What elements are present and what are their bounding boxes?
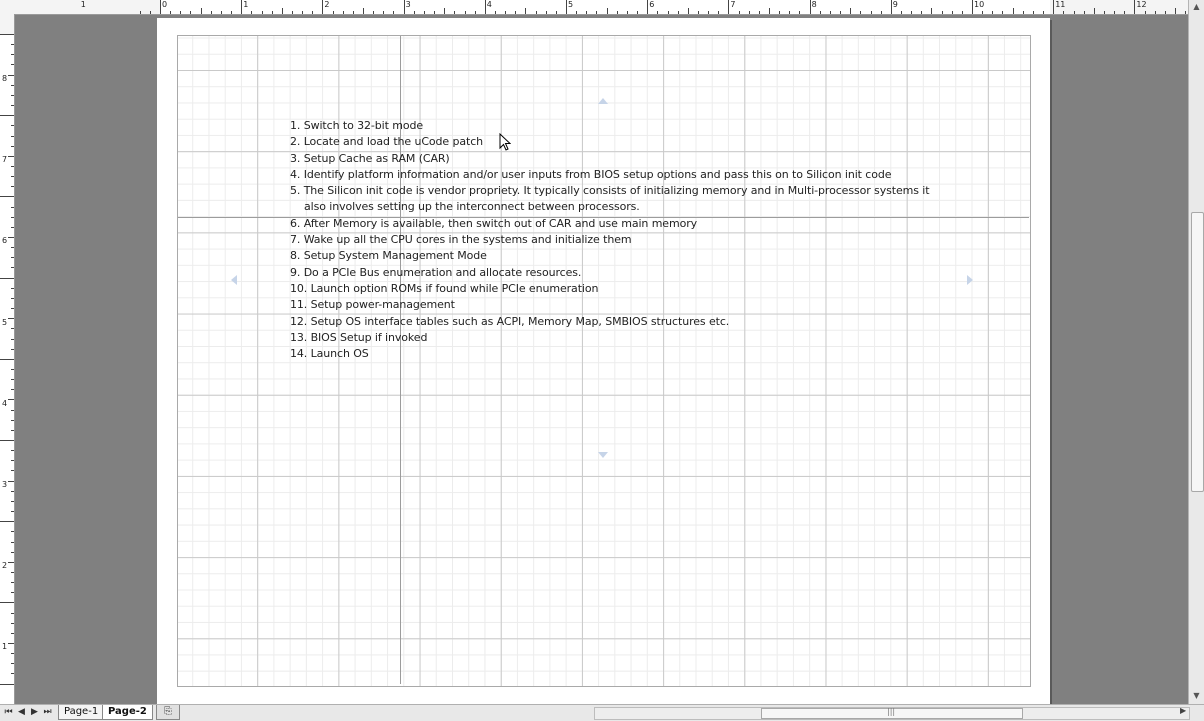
ruler-page-region xyxy=(160,0,1050,14)
next-page-icon[interactable]: ▶ xyxy=(31,707,38,717)
ruler-tick xyxy=(840,11,841,14)
ruler-tick xyxy=(749,11,750,14)
ruler-tick xyxy=(576,11,577,14)
ruler-tick xyxy=(607,8,608,14)
ruler-tick xyxy=(241,0,242,14)
ruler-label: 6 xyxy=(2,236,8,246)
ruler-tick xyxy=(769,8,770,14)
ruler-tick xyxy=(0,115,14,116)
ruler-tick xyxy=(728,0,729,14)
ruler-tick xyxy=(11,572,14,573)
list-item: 6. After Memory is available, then switch out of CAR and use main memory xyxy=(290,216,698,230)
ruler-tick xyxy=(292,11,293,14)
ruler-tick xyxy=(668,11,669,14)
ruler-tick xyxy=(860,11,861,14)
ruler-tick xyxy=(881,11,882,14)
ruler-tick xyxy=(312,11,313,14)
prev-page-icon[interactable]: ◀ xyxy=(18,707,25,717)
ruler-tick xyxy=(495,11,496,14)
ruler-tick xyxy=(525,8,526,14)
list-item: 5. The Silicon init code is vendor propriety. It typically consists of initializing memory and in Multi-processor systems it xyxy=(290,184,930,198)
ruler-tick xyxy=(1155,11,1156,14)
ruler-tick xyxy=(11,582,14,583)
ruler-tick xyxy=(11,430,14,431)
ruler-tick xyxy=(962,11,963,14)
list-item: 4. Identify platform information and/or user inputs from BIOS setup options and pass this on to Silicon init code xyxy=(290,167,892,181)
ruler-tick xyxy=(11,267,14,268)
ruler-tick xyxy=(11,44,14,45)
ruler-tick xyxy=(942,11,943,14)
ruler-tick xyxy=(272,11,273,14)
ruler-tick xyxy=(11,369,14,370)
ruler-label: 4 xyxy=(486,0,492,9)
ruler-label: 5 xyxy=(568,0,574,9)
ruler-tick xyxy=(11,85,14,86)
ruler-tick xyxy=(810,0,811,14)
ruler-tick xyxy=(0,359,14,360)
ruler-tick xyxy=(8,318,14,319)
horizontal-scrollbar[interactable] xyxy=(594,707,1190,720)
scroll-down-icon[interactable]: ▼ xyxy=(1193,691,1200,700)
scroll-grip-icon: ||| xyxy=(887,707,896,716)
ruler-tick xyxy=(221,11,222,14)
ruler-tick xyxy=(150,11,151,14)
ruler-tick xyxy=(1063,11,1064,14)
ruler-tick xyxy=(11,328,14,329)
ruler-tick xyxy=(11,470,14,471)
ruler-tick xyxy=(820,11,821,14)
ruler-tick xyxy=(322,0,323,14)
list-item: 12. Setup OS interface tables such as ACPI, Memory Map, SMBIOS structures etc. xyxy=(290,314,730,328)
ruler-tick xyxy=(485,0,486,14)
ruler-tick xyxy=(596,11,597,14)
ruler-tick xyxy=(8,562,14,563)
ruler-tick xyxy=(515,11,516,14)
ruler-tick xyxy=(11,501,14,502)
ruler-tick xyxy=(1175,8,1176,14)
ruler-tick xyxy=(1114,11,1115,14)
list-item: 14. Launch OS xyxy=(290,347,369,361)
ruler-tick xyxy=(678,11,679,14)
ruler-tick xyxy=(1094,8,1095,14)
list-item: 13. BIOS Setup if invoked xyxy=(290,330,428,344)
ruler-tick xyxy=(180,11,181,14)
vertical-ruler[interactable] xyxy=(0,14,15,704)
ruler-label: 1 xyxy=(243,0,249,9)
ruler-tick xyxy=(0,602,14,603)
ruler-tick xyxy=(11,511,14,512)
list-item: 3. Setup Cache as RAM (CAR) xyxy=(290,151,450,165)
ruler-tick xyxy=(353,11,354,14)
ruler-tick xyxy=(11,64,14,65)
ruler-tick xyxy=(11,227,14,228)
ruler-tick xyxy=(11,186,14,187)
autoconnect-left-arrow-icon[interactable] xyxy=(231,275,237,285)
ruler-tick xyxy=(566,0,567,14)
ruler-tick xyxy=(617,11,618,14)
ruler-tick xyxy=(647,0,648,14)
ruler-tick xyxy=(1053,0,1054,14)
list-item: 10. Launch option ROMs if found while PCIe enumeration xyxy=(290,281,599,295)
list-item: 8. Setup System Management Mode xyxy=(290,249,487,263)
list-item: 2. Locate and load the uCode patch xyxy=(290,135,484,149)
ruler-tick xyxy=(1084,11,1085,14)
ruler-tick xyxy=(505,11,506,14)
ruler-tick xyxy=(373,11,374,14)
ruler-tick xyxy=(921,11,922,14)
ruler-label: 3 xyxy=(405,0,411,9)
ruler-tick xyxy=(444,8,445,14)
ruler-tick xyxy=(627,11,628,14)
ruler-tick xyxy=(657,11,658,14)
ruler-tick xyxy=(11,653,14,654)
ruler-tick xyxy=(393,11,394,14)
list-item-continuation: also involves setting up the interconnect between processors. xyxy=(304,200,640,214)
ruler-tick xyxy=(190,11,191,14)
ruler-label: 3 xyxy=(2,480,8,489)
list-item: 9. Do a PCIe Bus enumeration and allocate resources. xyxy=(290,265,582,279)
ruler-tick xyxy=(901,11,902,14)
ruler-tick xyxy=(536,11,537,14)
ruler-tick xyxy=(759,11,760,14)
ruler-tick xyxy=(11,410,14,411)
ruler-tick xyxy=(11,379,14,380)
page-tab-bar xyxy=(0,704,1204,721)
ruler-tick xyxy=(11,308,14,309)
ruler-tick xyxy=(850,8,851,14)
ruler-label: 4 xyxy=(2,398,8,408)
ruler-tick xyxy=(11,125,14,126)
last-page-icon[interactable]: ⏭ xyxy=(43,707,52,717)
ruler-tick xyxy=(1074,11,1075,14)
ruler-tick xyxy=(11,176,14,177)
ruler-tick xyxy=(698,11,699,14)
ruler-tick xyxy=(383,11,384,14)
ruler-tick xyxy=(718,11,719,14)
ruler-tick xyxy=(11,420,14,421)
ruler-tick xyxy=(8,237,14,238)
ruler-tick xyxy=(11,349,14,350)
ruler-tick xyxy=(0,440,14,441)
ruler-tick xyxy=(11,54,14,55)
autoconnect-right-arrow-icon[interactable] xyxy=(967,275,973,285)
text-shape[interactable] xyxy=(290,118,950,362)
ruler-tick xyxy=(1145,11,1146,14)
ruler-tick xyxy=(972,0,973,14)
ruler-tick xyxy=(11,288,14,289)
ruler-tick xyxy=(708,11,709,14)
ruler-label: 2 xyxy=(324,0,330,9)
ruler-tick xyxy=(11,95,14,96)
scroll-up-icon[interactable]: ▲ xyxy=(1193,2,1200,11)
ruler-tick xyxy=(302,11,303,14)
ruler-label: 8 xyxy=(811,0,817,9)
ruler-tick xyxy=(1013,8,1014,14)
ruler-tick xyxy=(11,542,14,543)
ruler-tick xyxy=(140,11,141,14)
ruler-tick xyxy=(11,673,14,674)
ruler-tick xyxy=(1023,11,1024,14)
tab-page-1[interactable]: Page-1 xyxy=(58,705,104,720)
ruler-tick xyxy=(414,11,415,14)
list-item: 1. Switch to 32-bit mode xyxy=(290,119,424,132)
ruler-tick xyxy=(343,11,344,14)
ruler-tick xyxy=(262,11,263,14)
ruler-tick xyxy=(952,11,953,14)
ruler-tick xyxy=(11,663,14,664)
ruler-tick xyxy=(11,633,14,634)
ruler-tick xyxy=(1002,11,1003,14)
ruler-tick xyxy=(8,75,14,76)
ruler-tick xyxy=(8,481,14,482)
ruler-tick xyxy=(282,8,283,14)
ruler-tick xyxy=(546,11,547,14)
ruler-tick xyxy=(11,613,14,614)
ruler-tick xyxy=(11,146,14,147)
ruler-tick xyxy=(11,105,14,106)
ruler-label: 12 xyxy=(1136,0,1147,9)
ruler-tick xyxy=(160,0,161,14)
ruler-tick xyxy=(1124,11,1125,14)
ruler-tick xyxy=(170,11,171,14)
list-item: 7. Wake up all the CPU cores in the systems and initialize them xyxy=(290,233,632,247)
ruler-tick xyxy=(424,11,425,14)
ruler-tick xyxy=(11,166,14,167)
ruler-label: 10 xyxy=(974,0,985,9)
ruler-tick xyxy=(992,11,993,14)
list-item: 11. Setup power-management xyxy=(290,298,455,312)
ruler-tick xyxy=(0,196,14,197)
ruler-tick xyxy=(556,11,557,14)
ruler-tick xyxy=(11,257,14,258)
ruler-tick xyxy=(911,11,912,14)
ruler-tick xyxy=(11,491,14,492)
ruler-tick xyxy=(1043,11,1044,14)
ruler-label: 6 xyxy=(649,0,655,9)
ruler-tick xyxy=(11,136,14,137)
ruler-label: 0 xyxy=(162,0,168,9)
ruler-tick xyxy=(11,592,14,593)
ruler-label: 1 xyxy=(2,642,8,652)
ruler-tick xyxy=(11,298,14,299)
first-page-icon[interactable]: ⏮ xyxy=(4,707,13,717)
ruler-tick xyxy=(404,0,405,14)
ruler-tick xyxy=(475,11,476,14)
vertical-scroll-thumb[interactable] xyxy=(1191,212,1204,492)
ruler-tick xyxy=(11,389,14,390)
ruler-tick xyxy=(434,11,435,14)
ruler-tick xyxy=(231,11,232,14)
ruler-tick xyxy=(1033,11,1034,14)
ruler-tick xyxy=(0,521,14,522)
ruler-tick xyxy=(830,11,831,14)
ruler-tick xyxy=(1104,11,1105,14)
scroll-right-icon[interactable]: ▶ xyxy=(1180,706,1187,715)
ruler-label: 9 xyxy=(892,0,898,9)
ruler-tick xyxy=(333,11,334,14)
ruler-tick xyxy=(799,11,800,14)
ruler-label: 8 xyxy=(2,74,8,83)
ruler-label: 5 xyxy=(2,317,8,327)
ruler-tick xyxy=(8,643,14,644)
ruler-tick xyxy=(11,552,14,553)
ruler-tick xyxy=(688,8,689,14)
ruler-tick xyxy=(251,11,252,14)
ruler-tick xyxy=(739,11,740,14)
ruler-tick xyxy=(637,11,638,14)
ruler-label: 7 xyxy=(2,155,8,165)
ruler-tick xyxy=(931,8,932,14)
ruler-tick xyxy=(11,207,14,208)
insert-page-icon[interactable]: ⎘ xyxy=(156,705,180,720)
ruler-tick xyxy=(11,623,14,624)
ruler-tick xyxy=(465,11,466,14)
ruler-tick xyxy=(779,11,780,14)
horizontal-ruler[interactable] xyxy=(0,0,1188,15)
ruler-tick xyxy=(8,399,14,400)
ruler-label: 2 xyxy=(2,561,8,571)
ruler-tick xyxy=(0,684,14,685)
mouse-pointer-icon xyxy=(499,133,511,151)
tab-page-2[interactable]: Page-2 xyxy=(102,705,153,720)
vertical-scrollbar[interactable] xyxy=(1188,0,1204,704)
ruler-tick xyxy=(11,247,14,248)
ruler-tick xyxy=(201,8,202,14)
ruler-tick xyxy=(454,11,455,14)
ruler-tick xyxy=(1134,0,1135,14)
ruler-label: 11 xyxy=(1055,0,1066,9)
autoconnect-up-arrow-icon[interactable] xyxy=(598,98,608,104)
ruler-tick xyxy=(0,278,14,279)
ruler-label: 7 xyxy=(730,0,736,9)
ruler-tick xyxy=(8,156,14,157)
ruler-tick xyxy=(11,450,14,451)
ruler-label: 1 xyxy=(80,0,86,9)
ruler-tick xyxy=(891,0,892,14)
ruler-tick xyxy=(11,217,14,218)
ruler-tick xyxy=(789,11,790,14)
ruler-tick xyxy=(11,460,14,461)
ruler-tick xyxy=(0,34,14,35)
ruler-tick xyxy=(363,8,364,14)
ruler-tick xyxy=(1165,11,1166,14)
ruler-tick xyxy=(1185,11,1186,14)
ruler-tick xyxy=(11,531,14,532)
ruler-tick xyxy=(586,11,587,14)
ruler-tick xyxy=(982,11,983,14)
ruler-tick xyxy=(11,339,14,340)
ruler-tick xyxy=(871,11,872,14)
ruler-tick xyxy=(211,11,212,14)
autoconnect-down-arrow-icon[interactable] xyxy=(598,452,608,458)
